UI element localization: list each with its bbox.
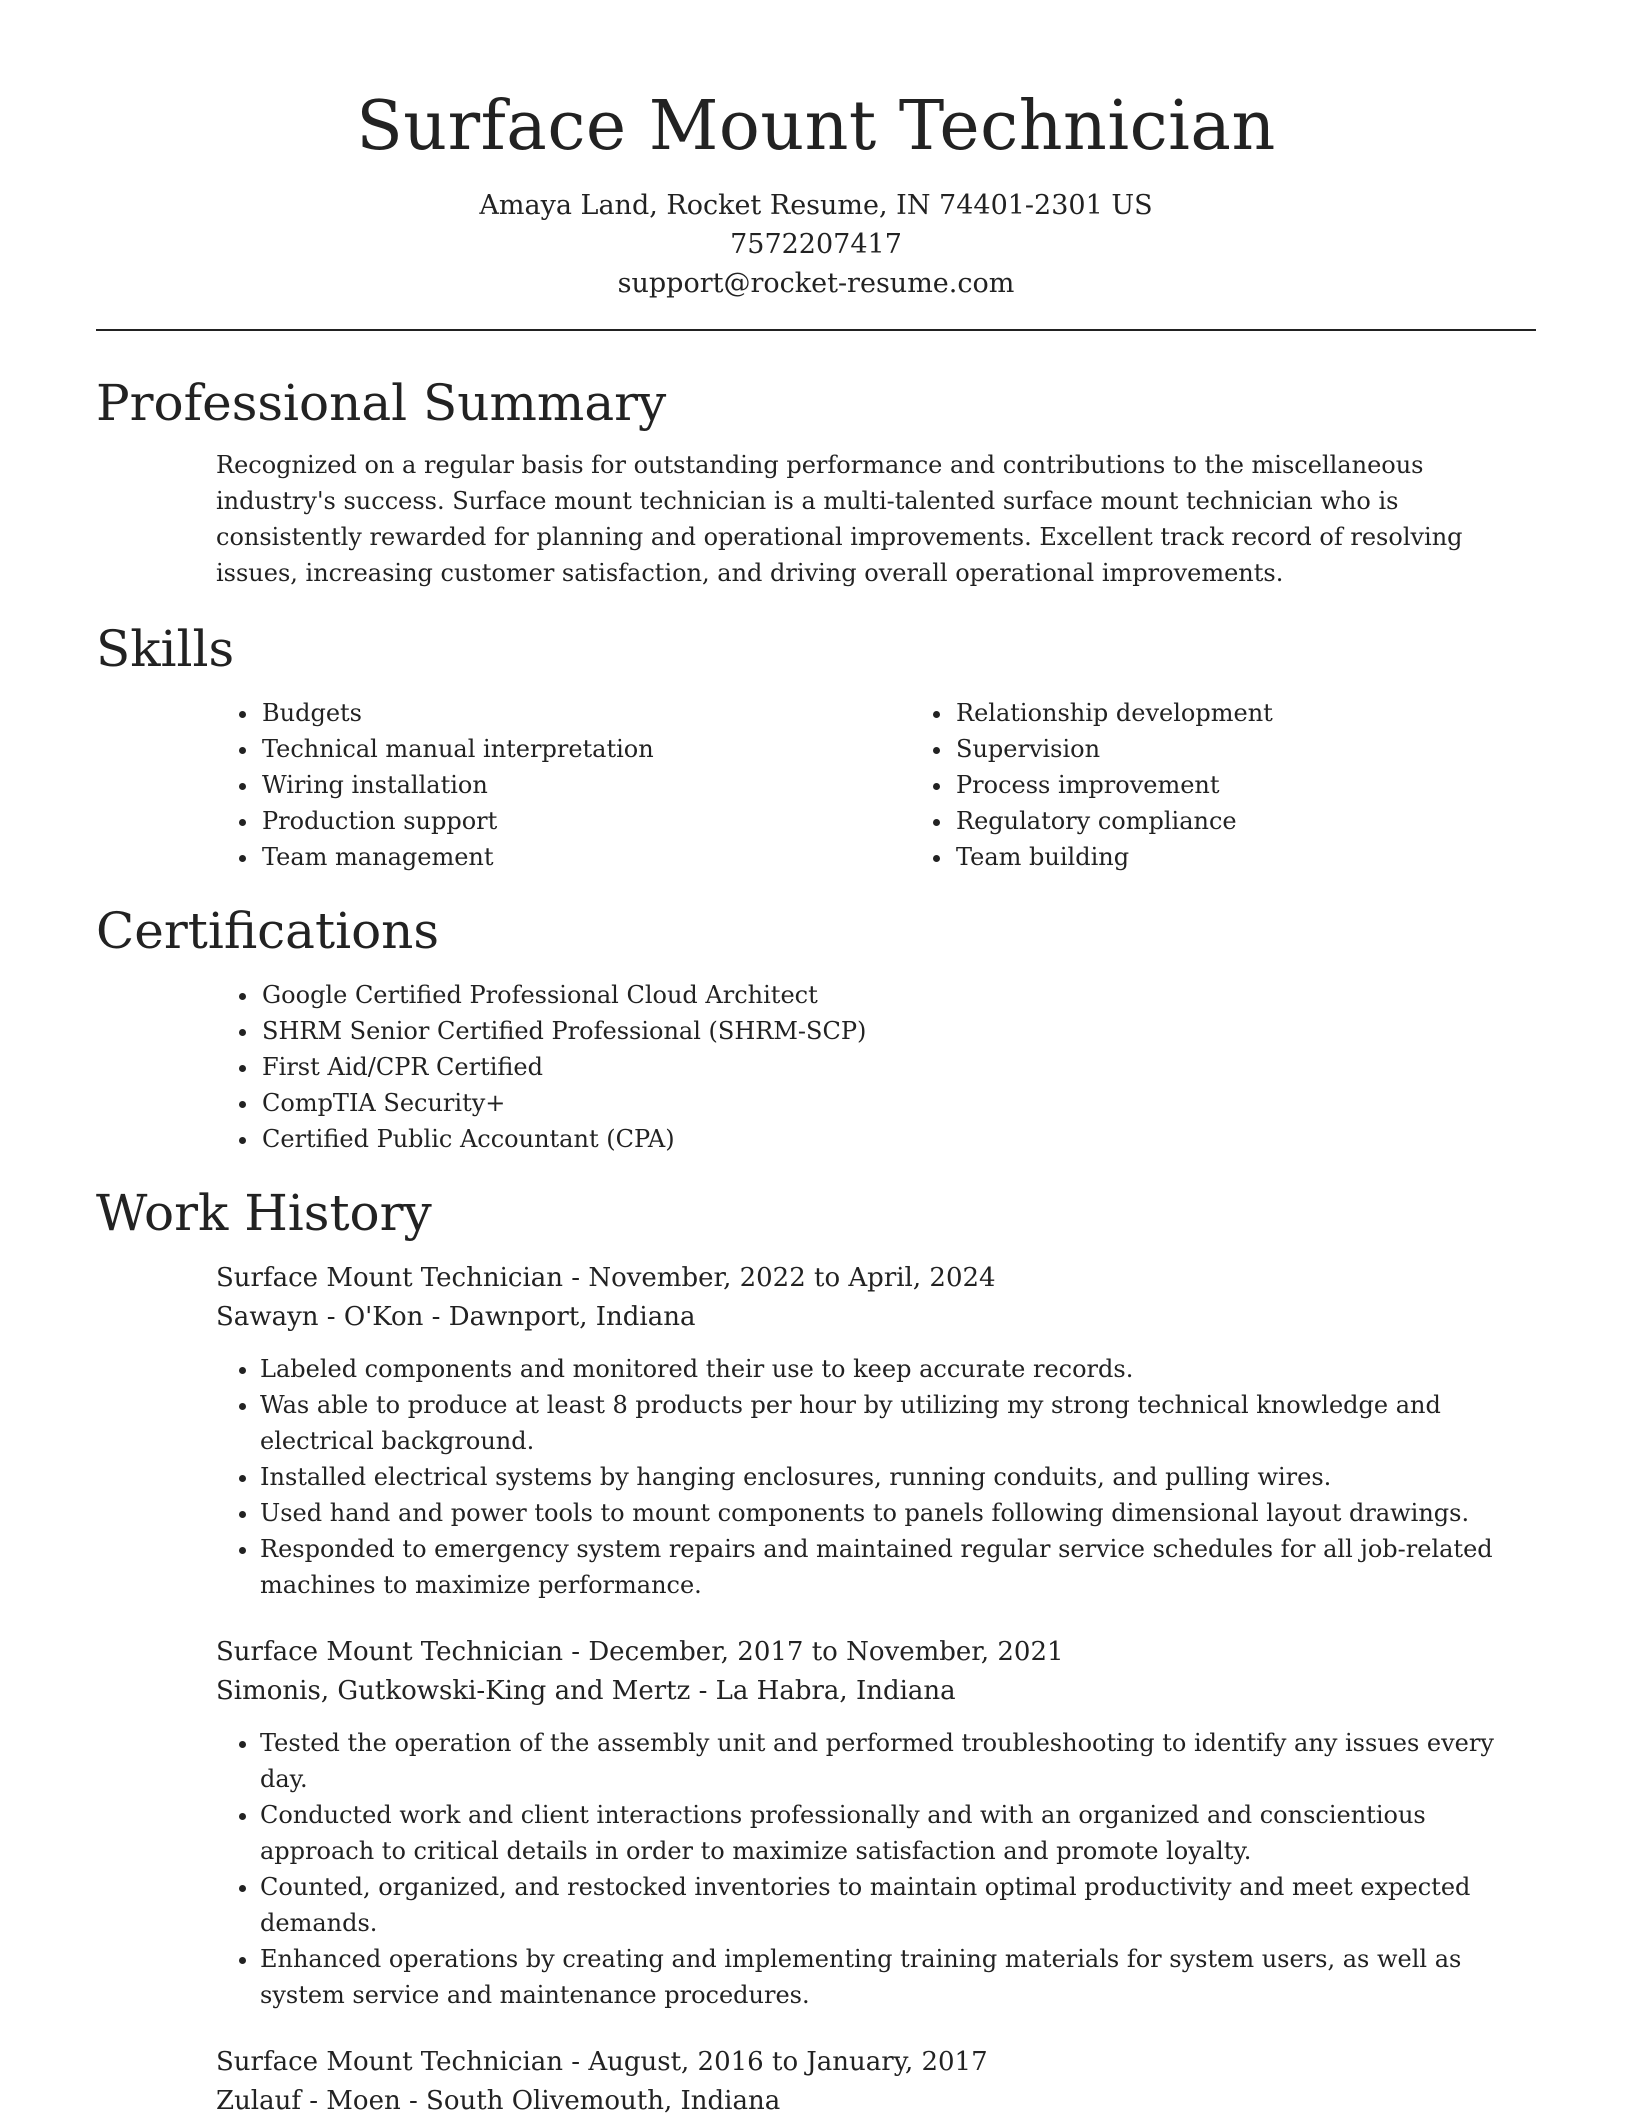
job-title: Surface Mount Technician bbox=[216, 1637, 564, 1667]
skills-list bbox=[216, 695, 1536, 875]
job-bullet: • Labeled components and monitored their use to keep accurate records. bbox=[260, 1351, 1526, 1387]
skill-item: • Team management bbox=[260, 839, 910, 875]
summary-heading: Professional Summary bbox=[96, 374, 667, 432]
job-entry bbox=[216, 1633, 1526, 2013]
contact-email: support@rocket-resume.com bbox=[617, 268, 1015, 299]
certification-item: • First Aid/CPR Certified bbox=[260, 1049, 1536, 1085]
certification-item: • Certified Public Accountant (CPA) bbox=[260, 1121, 1536, 1157]
job-company-line bbox=[216, 2082, 1526, 2121]
skill-item: • Technical manual interpretation bbox=[260, 731, 910, 767]
job-company-line bbox=[216, 1672, 1526, 1711]
job-bullet: • Installed electrical systems by hanging enclosures, running conduits, and pulling wires. bbox=[260, 1459, 1526, 1495]
job-bullet: • Tested the operation of the assembly unit and performed troubleshooting to identify any issues every day. bbox=[260, 1725, 1526, 1797]
skills-column-left bbox=[216, 695, 910, 875]
skill-item: • Production support bbox=[260, 803, 910, 839]
resume-name: Surface Mount Technician bbox=[356, 87, 1276, 166]
skill-item: • Supervision bbox=[954, 731, 1536, 767]
certifications-list bbox=[216, 977, 1536, 1157]
job-company: Sawayn - O'Kon bbox=[216, 1302, 424, 1332]
job-dates: - August, 2016 to January, 2017 bbox=[563, 2047, 988, 2077]
job-bullets bbox=[216, 1725, 1526, 2013]
job-location: - South Olivemouth, Indiana bbox=[400, 2086, 781, 2116]
job-title-line bbox=[216, 1633, 1526, 1672]
job-dates: - November, 2022 to April, 2024 bbox=[563, 1263, 996, 1293]
skill-item: • Relationship development bbox=[954, 695, 1536, 731]
job-company: Zulauf - Moen bbox=[216, 2086, 401, 2116]
skill-item: • Regulatory compliance bbox=[954, 803, 1536, 839]
job-entry bbox=[216, 1259, 1526, 1603]
certifications-heading: Certifications bbox=[96, 902, 440, 960]
job-entry bbox=[216, 2043, 1526, 2121]
resume-page bbox=[96, 0, 1536, 2121]
job-title: Surface Mount Technician bbox=[216, 2047, 564, 2077]
job-company-line bbox=[216, 1298, 1526, 1337]
header-divider bbox=[96, 329, 1536, 331]
job-bullet: • Responded to emergency system repairs and maintained regular service schedules for all job-related machines to maximize performance. bbox=[260, 1531, 1526, 1603]
summary-text: Recognized on a regular basis for outstanding performance and contributions to the miscellaneous industry's success. Surface mount technician is a multi-talented surface mount technician who is consistently rewarded for planning and operational improvements. Excellent track record of resolving issues, increasing customer satisfaction, and driving overall operational improvements. bbox=[216, 451, 1463, 587]
job-bullet: • Was able to produce at least 8 products per hour by utilizing my strong technical knowledge and electrical background. bbox=[260, 1387, 1526, 1459]
certification-item: • Google Certified Professional Cloud Architect bbox=[260, 977, 1536, 1013]
work-history-heading: Work History bbox=[96, 1184, 432, 1242]
job-title-line bbox=[216, 2043, 1526, 2082]
job-title: Surface Mount Technician bbox=[216, 1263, 564, 1293]
job-location: - La Habra, Indiana bbox=[690, 1676, 956, 1706]
job-company: Simonis, Gutkowski-King and Mertz bbox=[216, 1676, 691, 1706]
skills-column-right bbox=[910, 695, 1536, 875]
skill-item: • Budgets bbox=[260, 695, 910, 731]
contact-block bbox=[96, 186, 1536, 303]
job-dates: - December, 2017 to November, 2021 bbox=[563, 1637, 1064, 1667]
certification-item: • SHRM Senior Certified Professional (SHRM-SCP) bbox=[260, 1013, 1536, 1049]
skill-item: • Process improvement bbox=[954, 767, 1536, 803]
skills-heading: Skills bbox=[96, 620, 235, 678]
contact-address: Amaya Land, Rocket Resume, IN 74401-2301 US bbox=[479, 190, 1153, 221]
job-bullet: • Enhanced operations by creating and implementing training materials for system users, as well as system service and maintenance procedures. bbox=[260, 1941, 1526, 2013]
contact-phone: 7572207417 bbox=[730, 229, 902, 260]
job-bullet: • Counted, organized, and restocked inventories to maintain optimal productivity and meet expected demands. bbox=[260, 1869, 1526, 1941]
job-bullet: • Conducted work and client interactions professionally and with an organized and conscientious approach to critical details in order to maximize satisfaction and promote loyalty. bbox=[260, 1797, 1526, 1869]
job-title-line bbox=[216, 1259, 1526, 1298]
job-location: - Dawnport, Indiana bbox=[423, 1302, 696, 1332]
certification-item: • CompTIA Security+ bbox=[260, 1085, 1536, 1121]
skill-item: • Team building bbox=[954, 839, 1536, 875]
job-bullets bbox=[216, 1351, 1526, 1603]
skill-item: • Wiring installation bbox=[260, 767, 910, 803]
job-bullet: • Used hand and power tools to mount components to panels following dimensional layout drawings. bbox=[260, 1495, 1526, 1531]
